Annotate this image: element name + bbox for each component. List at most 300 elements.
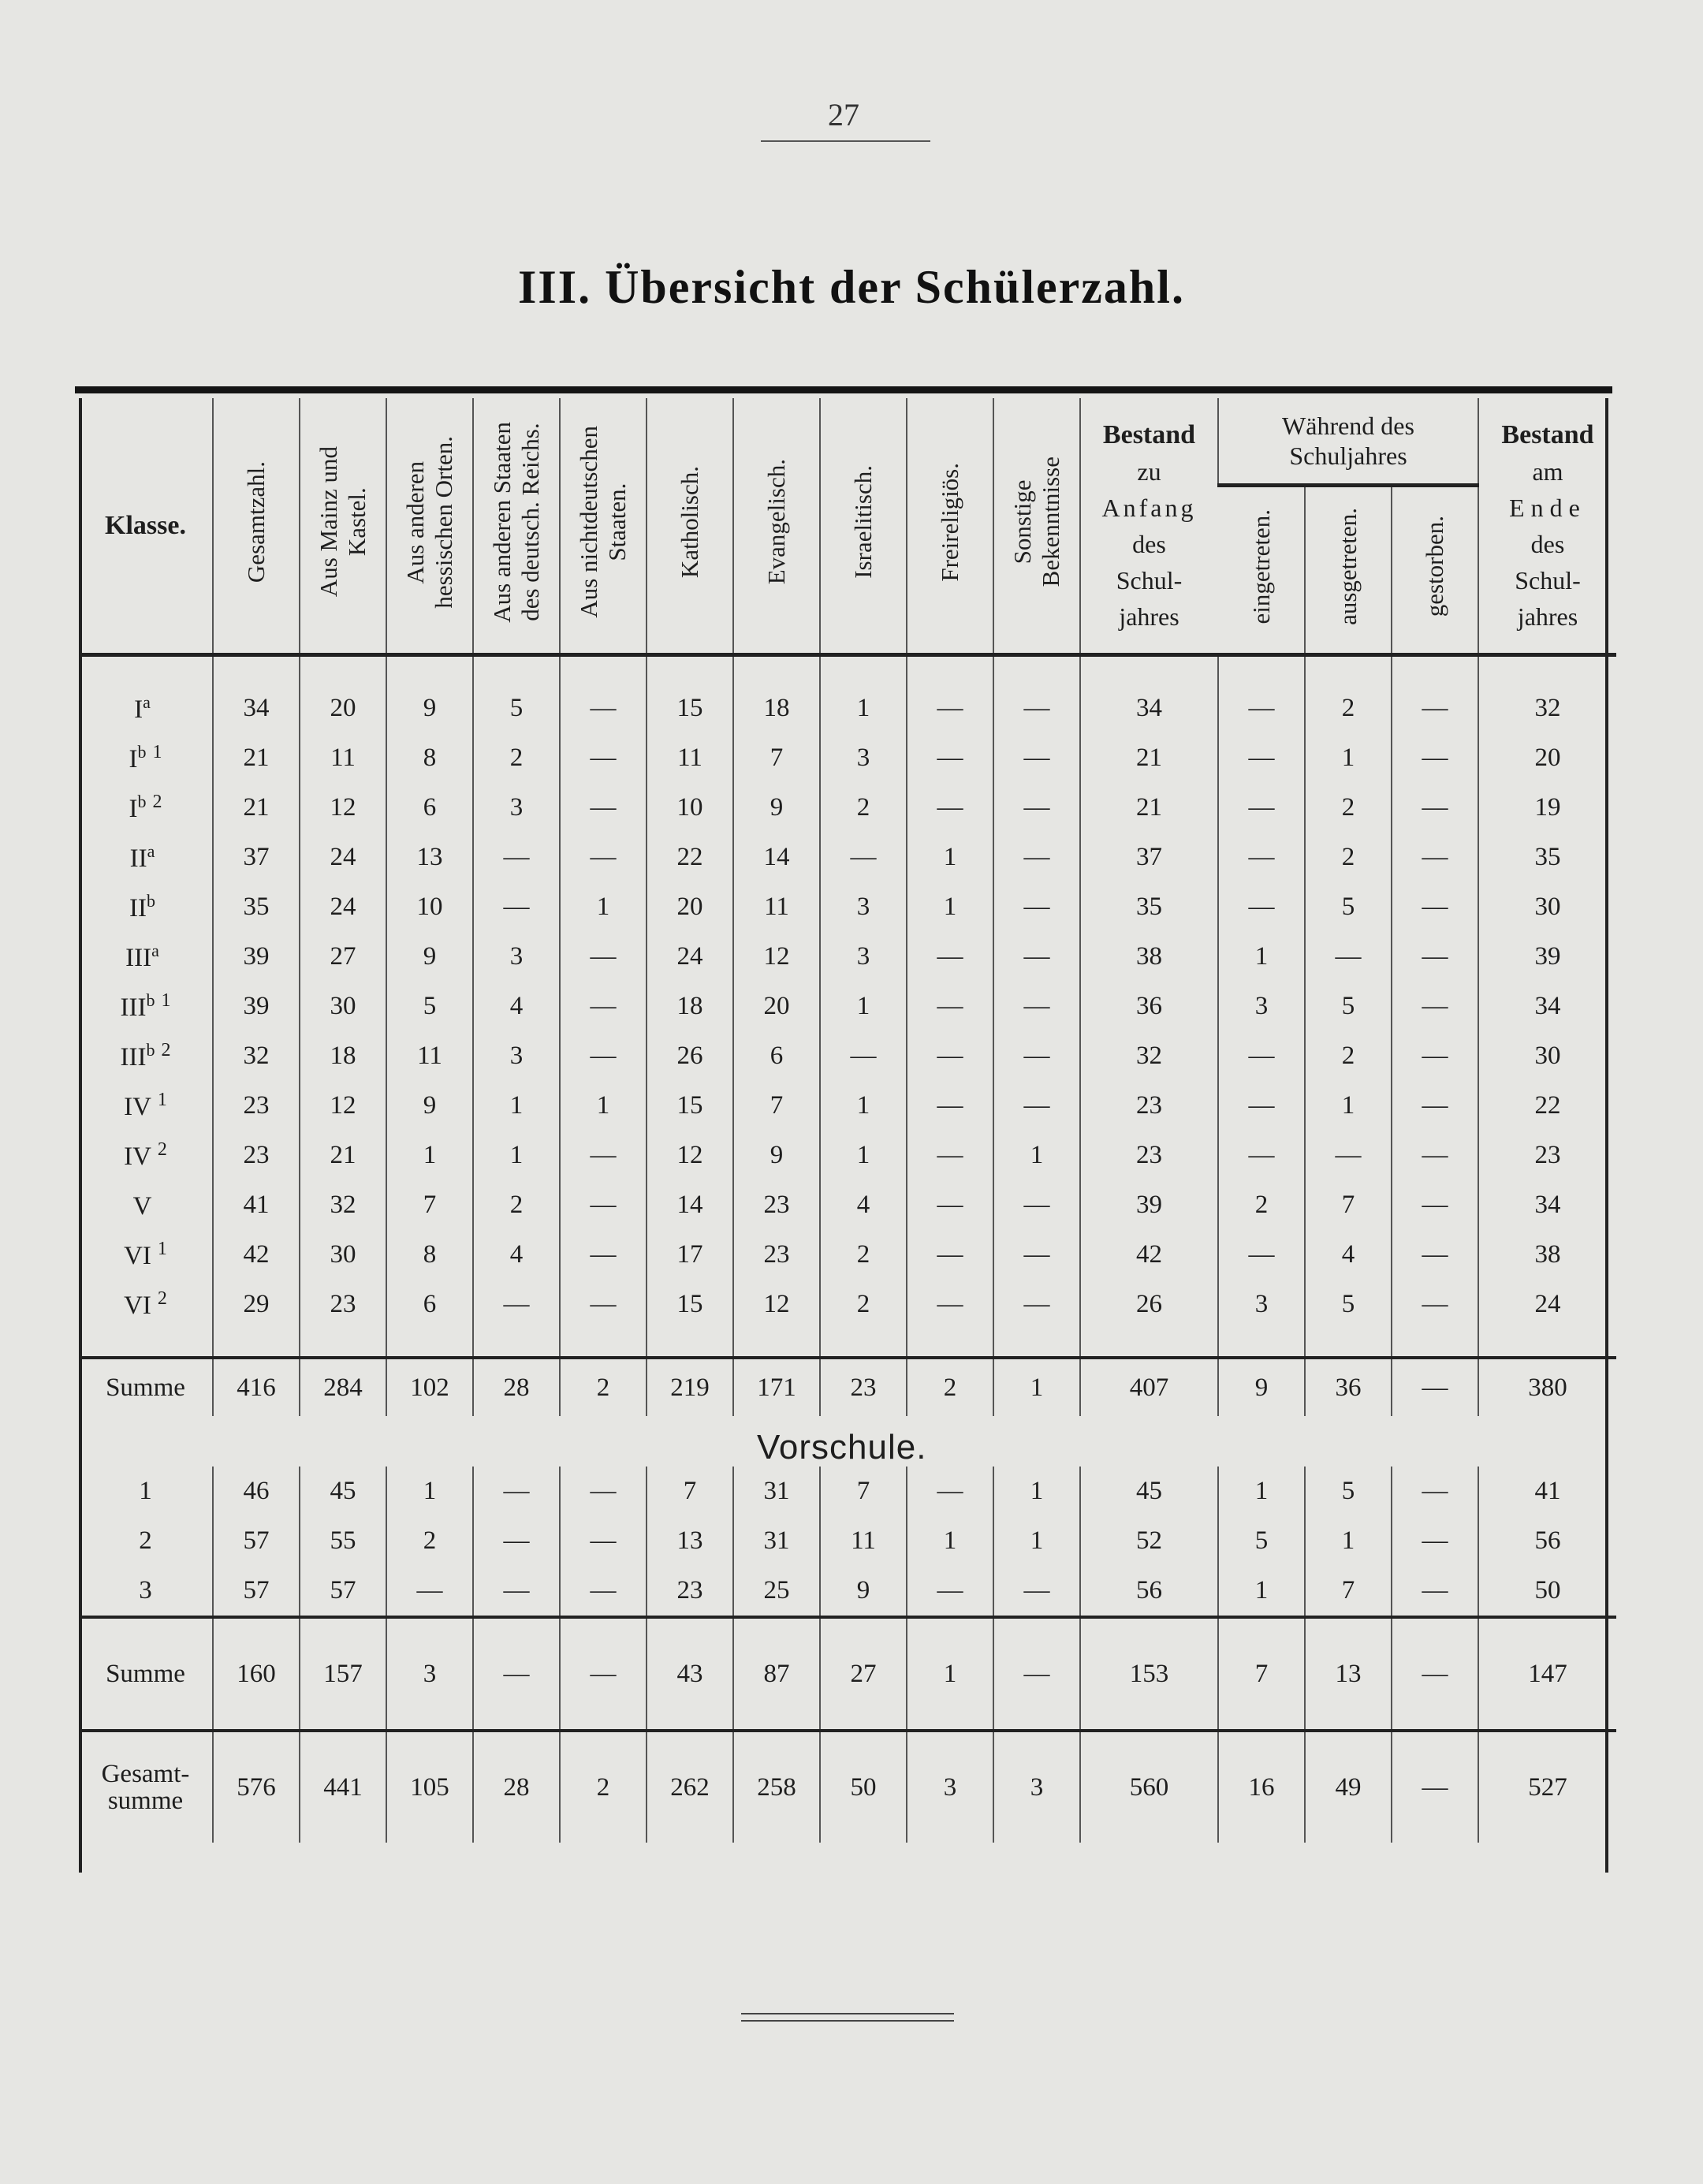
value-cell: 21 bbox=[213, 733, 300, 783]
value-cell: 32 bbox=[213, 1031, 300, 1081]
value-cell: 7 bbox=[733, 1081, 820, 1131]
value-cell: — bbox=[560, 982, 647, 1031]
value-cell: 87 bbox=[733, 1617, 820, 1731]
value-cell: 23 bbox=[213, 1131, 300, 1180]
value-cell: 34 bbox=[1478, 982, 1616, 1031]
value-cell: 43 bbox=[647, 1617, 733, 1731]
value-cell: 56 bbox=[1478, 1516, 1616, 1566]
gesamtsumme-label-line: Gesamt- bbox=[101, 1760, 190, 1788]
value-cell: — bbox=[1392, 1131, 1478, 1180]
value-cell: 24 bbox=[647, 932, 733, 982]
klasse-label: I bbox=[129, 795, 138, 823]
value-cell: 2 bbox=[1218, 1180, 1305, 1230]
value-cell: 153 bbox=[1080, 1617, 1218, 1731]
klasse-label: IV bbox=[124, 1093, 151, 1121]
page-title: III. Übersicht der Schülerzahl. bbox=[518, 261, 1185, 313]
value-cell: — bbox=[993, 833, 1080, 882]
value-cell: — bbox=[560, 1467, 647, 1516]
value-cell: 6 bbox=[386, 1280, 473, 1329]
spacer-cell bbox=[1305, 1329, 1392, 1358]
value-cell: 23 bbox=[733, 1230, 820, 1280]
value-cell: — bbox=[993, 932, 1080, 982]
value-cell: 5 bbox=[473, 655, 560, 734]
header-bestand-ende: Bestand am Ende des Schul- jahres bbox=[1478, 398, 1616, 655]
bottom-ornament-rule bbox=[741, 2020, 954, 2022]
spacer-cell bbox=[79, 1329, 213, 1358]
header-ausgetreten: ausgetreten. bbox=[1305, 486, 1392, 655]
klasse-cell: 1 bbox=[139, 1477, 152, 1505]
klasse-division: 2 bbox=[161, 1040, 171, 1060]
value-cell: 13 bbox=[386, 833, 473, 882]
page-number-rule bbox=[761, 140, 930, 142]
value-cell: — bbox=[1392, 1180, 1478, 1230]
value-cell: 5 bbox=[1305, 1467, 1392, 1516]
value-cell: 30 bbox=[1478, 1031, 1616, 1081]
klasse-label: II bbox=[129, 844, 147, 873]
value-cell: 9 bbox=[386, 1081, 473, 1131]
value-cell: 7 bbox=[386, 1180, 473, 1230]
value-cell: 1 bbox=[386, 1131, 473, 1180]
value-cell: — bbox=[473, 1617, 560, 1731]
table-row bbox=[79, 1031, 1616, 1081]
header-israelitisch: Israelitisch. bbox=[820, 398, 907, 655]
value-cell: 2 bbox=[560, 1731, 647, 1843]
value-cell: 11 bbox=[647, 733, 733, 783]
klasse-cell bbox=[79, 1180, 213, 1230]
value-cell: — bbox=[560, 932, 647, 982]
value-cell: 2 bbox=[820, 1230, 907, 1280]
klasse-cell bbox=[79, 655, 213, 734]
value-cell: — bbox=[907, 783, 993, 833]
value-cell: 21 bbox=[213, 783, 300, 833]
value-cell: 8 bbox=[386, 733, 473, 783]
value-cell: 1 bbox=[820, 1131, 907, 1180]
value-cell: 4 bbox=[473, 982, 560, 1031]
spacer-cell bbox=[213, 1329, 300, 1358]
value-cell: — bbox=[993, 1280, 1080, 1329]
value-cell: 18 bbox=[647, 982, 733, 1031]
value-cell: 39 bbox=[1478, 932, 1616, 982]
value-cell: 15 bbox=[647, 1081, 733, 1131]
summe-label: Summe bbox=[79, 1358, 213, 1416]
header-bestand-anfang: Bestand zu Anfang des Schul- jahres bbox=[1080, 398, 1218, 655]
value-cell: — bbox=[1392, 783, 1478, 833]
value-cell: 42 bbox=[1080, 1230, 1218, 1280]
value-cell: — bbox=[1218, 655, 1305, 734]
klasse-division: 1 bbox=[161, 990, 171, 1011]
value-cell: 1 bbox=[993, 1358, 1080, 1416]
table-row bbox=[79, 882, 1616, 932]
value-cell: 1 bbox=[820, 982, 907, 1031]
klasse-cell bbox=[79, 1280, 213, 1329]
klasse-label: V bbox=[132, 1192, 152, 1221]
value-cell: 23 bbox=[647, 1566, 733, 1617]
value-cell: 2 bbox=[386, 1516, 473, 1566]
value-cell: 157 bbox=[300, 1617, 386, 1731]
value-cell: 527 bbox=[1478, 1731, 1616, 1843]
value-cell: — bbox=[1392, 1031, 1478, 1081]
value-cell: — bbox=[907, 1180, 993, 1230]
value-cell: — bbox=[1392, 1280, 1478, 1329]
table-row bbox=[79, 1081, 1616, 1131]
value-cell: 258 bbox=[733, 1731, 820, 1843]
klasse-label: VI bbox=[124, 1291, 151, 1320]
value-cell: 576 bbox=[213, 1731, 300, 1843]
klasse-label: III bbox=[120, 993, 147, 1022]
klasse-superscript: b bbox=[146, 1040, 155, 1060]
gesamtsumme-row bbox=[79, 1731, 1616, 1843]
value-cell: 42 bbox=[213, 1230, 300, 1280]
page-number: 27 bbox=[828, 97, 859, 132]
value-cell: — bbox=[560, 1566, 647, 1617]
value-cell: 1 bbox=[560, 882, 647, 932]
value-cell: 15 bbox=[647, 1280, 733, 1329]
klasse-label: III bbox=[120, 1043, 147, 1072]
header-hessisch: Aus anderen hessischen Orten. bbox=[386, 398, 473, 655]
value-cell: 7 bbox=[1305, 1180, 1392, 1230]
spacer-cell bbox=[820, 1329, 907, 1358]
value-cell: 4 bbox=[473, 1230, 560, 1280]
value-cell: 14 bbox=[733, 833, 820, 882]
value-cell: 1 bbox=[993, 1467, 1080, 1516]
value-cell: — bbox=[993, 982, 1080, 1031]
value-cell: — bbox=[473, 1516, 560, 1566]
value-cell: 1 bbox=[1305, 1516, 1392, 1566]
value-cell: — bbox=[560, 1516, 647, 1566]
header-mainz: Aus Mainz und Kastel. bbox=[300, 398, 386, 655]
value-cell: 3 bbox=[993, 1731, 1080, 1843]
value-cell: 1 bbox=[907, 1617, 993, 1731]
value-cell: — bbox=[1218, 1031, 1305, 1081]
value-cell: — bbox=[1392, 1516, 1478, 1566]
value-cell: 5 bbox=[1305, 982, 1392, 1031]
value-cell: 105 bbox=[386, 1731, 473, 1843]
value-cell: 3 bbox=[820, 882, 907, 932]
gesamtsumme-label bbox=[79, 1731, 213, 1843]
table-row bbox=[79, 1566, 1616, 1617]
value-cell: — bbox=[386, 1566, 473, 1617]
value-cell: — bbox=[560, 833, 647, 882]
spacer-cell bbox=[1478, 1329, 1616, 1358]
klasse-label: VI bbox=[124, 1242, 151, 1270]
value-cell: 1 bbox=[1218, 1467, 1305, 1516]
spacer-cell bbox=[386, 1329, 473, 1358]
value-cell: 6 bbox=[733, 1031, 820, 1081]
value-cell: — bbox=[560, 1230, 647, 1280]
vorschule-summe-row bbox=[79, 1617, 1616, 1731]
value-cell: — bbox=[1392, 882, 1478, 932]
table-row bbox=[79, 833, 1616, 882]
value-cell: — bbox=[1305, 932, 1392, 982]
value-cell: 4 bbox=[1305, 1230, 1392, 1280]
value-cell: 25 bbox=[733, 1566, 820, 1617]
value-cell: — bbox=[907, 932, 993, 982]
spacer-cell bbox=[1218, 1329, 1305, 1358]
value-cell: 1 bbox=[820, 655, 907, 734]
value-cell: — bbox=[1392, 1467, 1478, 1516]
value-cell: — bbox=[1392, 733, 1478, 783]
header-gesamtzahl: Gesamtzahl. bbox=[213, 398, 300, 655]
spacer-cell bbox=[733, 1329, 820, 1358]
value-cell: 36 bbox=[1080, 982, 1218, 1031]
value-cell: 2 bbox=[1305, 783, 1392, 833]
value-cell: — bbox=[993, 1031, 1080, 1081]
value-cell: 284 bbox=[300, 1358, 386, 1416]
value-cell: 39 bbox=[213, 932, 300, 982]
value-cell: 3 bbox=[820, 733, 907, 783]
value-cell: 3 bbox=[386, 1617, 473, 1731]
value-cell: 20 bbox=[733, 982, 820, 1031]
value-cell: 11 bbox=[733, 882, 820, 932]
value-cell: — bbox=[907, 1566, 993, 1617]
table-row bbox=[79, 1180, 1616, 1230]
value-cell: 20 bbox=[1478, 733, 1616, 783]
value-cell: — bbox=[993, 655, 1080, 734]
value-cell: 45 bbox=[300, 1467, 386, 1516]
klasse-division: 1 bbox=[157, 1239, 167, 1259]
value-cell: 5 bbox=[1218, 1516, 1305, 1566]
value-cell: 160 bbox=[213, 1617, 300, 1731]
vorschule-title: Vorschule. bbox=[757, 1428, 927, 1467]
value-cell: 57 bbox=[213, 1566, 300, 1617]
klasse-label: III bbox=[125, 944, 152, 972]
value-cell: 3 bbox=[820, 932, 907, 982]
value-cell: 18 bbox=[733, 655, 820, 734]
value-cell: 1 bbox=[907, 1516, 993, 1566]
value-cell: — bbox=[907, 1467, 993, 1516]
value-cell: — bbox=[907, 1131, 993, 1180]
summe-row bbox=[79, 1358, 1616, 1416]
klasse-cell bbox=[79, 1131, 213, 1180]
value-cell: — bbox=[907, 733, 993, 783]
value-cell: — bbox=[1392, 1617, 1478, 1731]
value-cell: 1 bbox=[386, 1467, 473, 1516]
klasse-cell bbox=[79, 1081, 213, 1131]
header-klasse: Klasse. bbox=[79, 398, 213, 655]
klasse-cell bbox=[79, 733, 213, 783]
value-cell: — bbox=[907, 1230, 993, 1280]
value-cell: 5 bbox=[1305, 882, 1392, 932]
value-cell: 45 bbox=[1080, 1467, 1218, 1516]
value-cell: — bbox=[1218, 783, 1305, 833]
value-cell: 32 bbox=[300, 1180, 386, 1230]
klasse-superscript: b bbox=[137, 792, 147, 811]
klasse-label: I bbox=[129, 745, 138, 773]
value-cell: 1 bbox=[820, 1081, 907, 1131]
value-cell: 1 bbox=[1305, 1081, 1392, 1131]
value-cell: 2 bbox=[560, 1358, 647, 1416]
value-cell: 9 bbox=[386, 655, 473, 734]
value-cell: 22 bbox=[647, 833, 733, 882]
header-row bbox=[79, 398, 1616, 486]
table-row bbox=[79, 932, 1616, 982]
spacer-row bbox=[79, 1329, 1616, 1358]
value-cell: 57 bbox=[300, 1566, 386, 1617]
value-cell: 12 bbox=[300, 783, 386, 833]
value-cell: — bbox=[1218, 1230, 1305, 1280]
klasse-cell bbox=[79, 882, 213, 932]
value-cell: 23 bbox=[1080, 1131, 1218, 1180]
value-cell: 41 bbox=[213, 1180, 300, 1230]
value-cell: 24 bbox=[300, 833, 386, 882]
value-cell: 23 bbox=[1478, 1131, 1616, 1180]
value-cell: 416 bbox=[213, 1358, 300, 1416]
spacer-cell bbox=[993, 1329, 1080, 1358]
value-cell: — bbox=[560, 783, 647, 833]
value-cell: — bbox=[560, 655, 647, 734]
klasse-division: 2 bbox=[157, 1288, 167, 1309]
value-cell: — bbox=[1218, 1131, 1305, 1180]
value-cell: 12 bbox=[300, 1081, 386, 1131]
value-cell: 1 bbox=[1218, 932, 1305, 982]
value-cell: 23 bbox=[300, 1280, 386, 1329]
value-cell: — bbox=[473, 882, 560, 932]
table-row bbox=[79, 1131, 1616, 1180]
header-waehrend: Während des Schuljahres bbox=[1218, 398, 1478, 486]
value-cell: 55 bbox=[300, 1516, 386, 1566]
value-cell: 2 bbox=[473, 1180, 560, 1230]
header-eingetreten: eingetreten. bbox=[1218, 486, 1305, 655]
value-cell: 3 bbox=[1218, 1280, 1305, 1329]
value-cell: 52 bbox=[1080, 1516, 1218, 1566]
klasse-superscript: b bbox=[146, 990, 155, 1010]
value-cell: — bbox=[560, 1180, 647, 1230]
value-cell: 49 bbox=[1305, 1731, 1392, 1843]
value-cell: 37 bbox=[213, 833, 300, 882]
value-cell: 18 bbox=[300, 1031, 386, 1081]
value-cell: 10 bbox=[647, 783, 733, 833]
klasse-superscript: a bbox=[147, 841, 155, 861]
table-row bbox=[79, 1516, 1616, 1566]
value-cell: — bbox=[473, 833, 560, 882]
value-cell: 441 bbox=[300, 1731, 386, 1843]
header-reich: Aus anderen Staaten des deutsch. Reichs. bbox=[473, 398, 560, 655]
klasse-cell bbox=[79, 1031, 213, 1081]
value-cell: — bbox=[1392, 1566, 1478, 1617]
value-cell: — bbox=[1218, 1081, 1305, 1131]
value-cell: — bbox=[907, 1280, 993, 1329]
value-cell: — bbox=[1392, 1731, 1478, 1843]
value-cell: 26 bbox=[647, 1031, 733, 1081]
value-cell: 9 bbox=[820, 1566, 907, 1617]
table-row bbox=[79, 783, 1616, 833]
spacer-cell bbox=[560, 1329, 647, 1358]
student-count-table bbox=[79, 398, 1616, 1843]
value-cell: 36 bbox=[1305, 1358, 1392, 1416]
value-cell: 9 bbox=[386, 932, 473, 982]
header-sonstige: Sonstige Bekenntnisse bbox=[993, 398, 1080, 655]
klasse-cell: 3 bbox=[139, 1576, 152, 1604]
value-cell: 2 bbox=[820, 1280, 907, 1329]
value-cell: 17 bbox=[647, 1230, 733, 1280]
value-cell: 1 bbox=[560, 1081, 647, 1131]
value-cell: 32 bbox=[1478, 655, 1616, 734]
spacer-cell bbox=[300, 1329, 386, 1358]
value-cell: — bbox=[907, 1081, 993, 1131]
value-cell: 23 bbox=[733, 1180, 820, 1230]
klasse-cell bbox=[79, 932, 213, 982]
header-gestorben: gestorben. bbox=[1392, 486, 1478, 655]
value-cell: 171 bbox=[733, 1358, 820, 1416]
value-cell: 24 bbox=[300, 882, 386, 932]
value-cell: — bbox=[473, 1467, 560, 1516]
value-cell: 15 bbox=[647, 655, 733, 734]
value-cell: 31 bbox=[733, 1467, 820, 1516]
value-cell: 24 bbox=[1478, 1280, 1616, 1329]
value-cell: — bbox=[1305, 1131, 1392, 1180]
value-cell: 4 bbox=[820, 1180, 907, 1230]
value-cell: 37 bbox=[1080, 833, 1218, 882]
spacer-cell bbox=[79, 1416, 213, 1467]
value-cell: 2 bbox=[1305, 1031, 1392, 1081]
header-freireligioes: Freireligiös. bbox=[907, 398, 993, 655]
table-row bbox=[79, 733, 1616, 783]
value-cell: 30 bbox=[300, 982, 386, 1031]
header-evangelisch: Evangelisch. bbox=[733, 398, 820, 655]
value-cell: 23 bbox=[213, 1081, 300, 1131]
value-cell: 56 bbox=[1080, 1566, 1218, 1617]
value-cell: — bbox=[907, 1031, 993, 1081]
klasse-division: 2 bbox=[157, 1139, 167, 1160]
table-row bbox=[79, 1230, 1616, 1280]
klasse-superscript: b bbox=[146, 891, 155, 911]
value-cell: 21 bbox=[1080, 733, 1218, 783]
value-cell: 1 bbox=[993, 1131, 1080, 1180]
value-cell: 41 bbox=[1478, 1467, 1616, 1516]
value-cell: — bbox=[1392, 833, 1478, 882]
value-cell: 8 bbox=[386, 1230, 473, 1280]
value-cell: — bbox=[1218, 882, 1305, 932]
value-cell: 5 bbox=[1305, 1280, 1392, 1329]
value-cell: 32 bbox=[1080, 1031, 1218, 1081]
table-top-rule bbox=[75, 386, 1612, 393]
value-cell: 380 bbox=[1478, 1358, 1616, 1416]
value-cell: — bbox=[993, 733, 1080, 783]
vorschule-title-row bbox=[79, 1416, 1616, 1467]
vorschule-title-cell bbox=[213, 1416, 1616, 1467]
value-cell: — bbox=[993, 1180, 1080, 1230]
value-cell: — bbox=[1392, 1230, 1478, 1280]
value-cell: 262 bbox=[647, 1731, 733, 1843]
value-cell: 11 bbox=[386, 1031, 473, 1081]
value-cell: 1 bbox=[473, 1131, 560, 1180]
value-cell: 1 bbox=[907, 882, 993, 932]
klasse-label: I bbox=[134, 695, 143, 724]
value-cell: 31 bbox=[733, 1516, 820, 1566]
klasse-label: II bbox=[129, 894, 147, 922]
value-cell: — bbox=[820, 833, 907, 882]
value-cell: 21 bbox=[1080, 783, 1218, 833]
value-cell: 147 bbox=[1478, 1617, 1616, 1731]
header-katholisch: Katholisch. bbox=[647, 398, 733, 655]
value-cell: — bbox=[993, 1566, 1080, 1617]
value-cell: 26 bbox=[1080, 1280, 1218, 1329]
value-cell: — bbox=[820, 1031, 907, 1081]
value-cell: — bbox=[560, 733, 647, 783]
value-cell: 14 bbox=[647, 1180, 733, 1230]
value-cell: 11 bbox=[820, 1516, 907, 1566]
spacer-cell bbox=[1392, 1329, 1478, 1358]
value-cell: 2 bbox=[907, 1358, 993, 1416]
header-nichtdeutsch: Aus nichtdeutschen Staaten. bbox=[560, 398, 647, 655]
value-cell: 2 bbox=[820, 783, 907, 833]
value-cell: 38 bbox=[1478, 1230, 1616, 1280]
klasse-cell bbox=[79, 833, 213, 882]
klasse-superscript: a bbox=[151, 941, 159, 960]
value-cell: 20 bbox=[647, 882, 733, 932]
value-cell: 30 bbox=[300, 1230, 386, 1280]
value-cell: 50 bbox=[820, 1731, 907, 1843]
